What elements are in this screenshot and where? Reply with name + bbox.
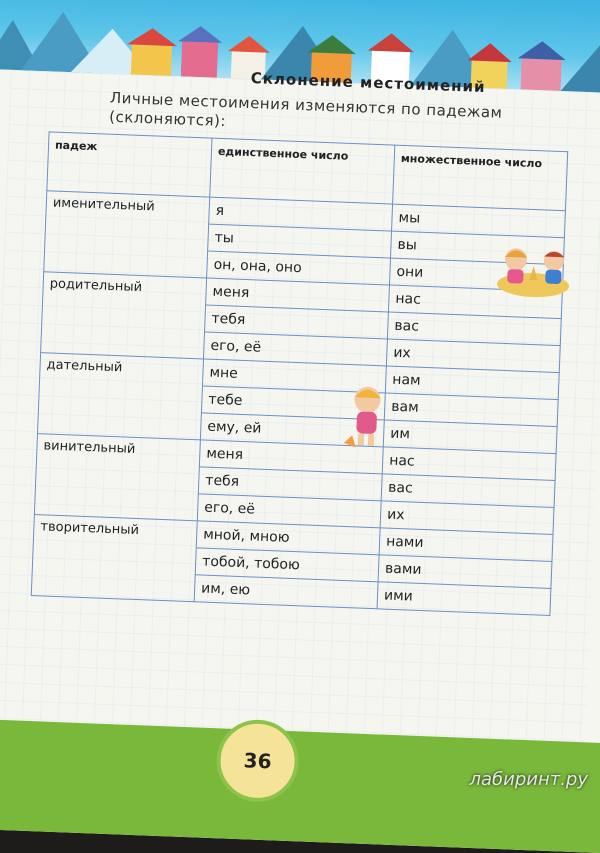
singular-cell: его, её [203, 332, 387, 366]
plural-cell: мы [392, 204, 566, 238]
plural-cell: вами [378, 555, 552, 589]
case-instrumental: творительный [31, 515, 197, 602]
watermark-logo: лабиринт.ру [469, 769, 588, 790]
children-sandcastle-illustration [493, 239, 575, 302]
declension-table [31, 131, 568, 616]
header-plural: множественное число [393, 145, 568, 211]
plural-cell: вы [391, 231, 565, 265]
plural-cell: нас [388, 285, 562, 319]
plural-cell: их [380, 501, 554, 535]
singular-cell: я [209, 197, 393, 231]
child-illustration [341, 383, 394, 455]
singular-cell: тебя [205, 305, 389, 339]
page-title: Склонение местоимений [250, 69, 486, 97]
singular-cell: тобой, тобою [195, 548, 379, 582]
plural-cell: их [386, 339, 560, 373]
case-dative: дательный [38, 353, 204, 440]
singular-cell: мной, мною [196, 521, 380, 555]
case-accusative: винительный [34, 434, 200, 521]
page-number: 36 [243, 748, 272, 774]
plural-cell: вам [384, 393, 558, 427]
plural-cell: вас [381, 474, 555, 508]
singular-cell: ему, ей [200, 413, 384, 447]
singular-cell: ты [208, 224, 392, 258]
singular-cell: его, её [197, 494, 381, 528]
plural-cell: они [389, 258, 563, 292]
plural-cell: им [383, 420, 557, 454]
case-nominative: именительный [44, 191, 210, 278]
singular-cell: меня [199, 440, 383, 474]
plural-cell: нас [382, 447, 556, 481]
header-case: падеж [47, 132, 212, 197]
singular-cell: тебя [198, 467, 382, 501]
singular-cell: им, ею [194, 575, 378, 609]
singular-cell: он, она, оно [207, 251, 391, 285]
singular-cell: меня [206, 278, 390, 312]
plural-cell: нам [385, 366, 559, 400]
singular-cell: мне [202, 359, 386, 393]
header-singular: единственное число [210, 138, 395, 204]
plural-cell: вас [387, 312, 561, 346]
plural-cell: ими [377, 582, 551, 616]
singular-cell: тебе [201, 386, 385, 420]
case-genitive: родительный [41, 272, 207, 359]
intro-text: Личные местоимения изменяются по падежам (склоняются): [108, 88, 503, 131]
plural-cell: нами [379, 528, 553, 562]
